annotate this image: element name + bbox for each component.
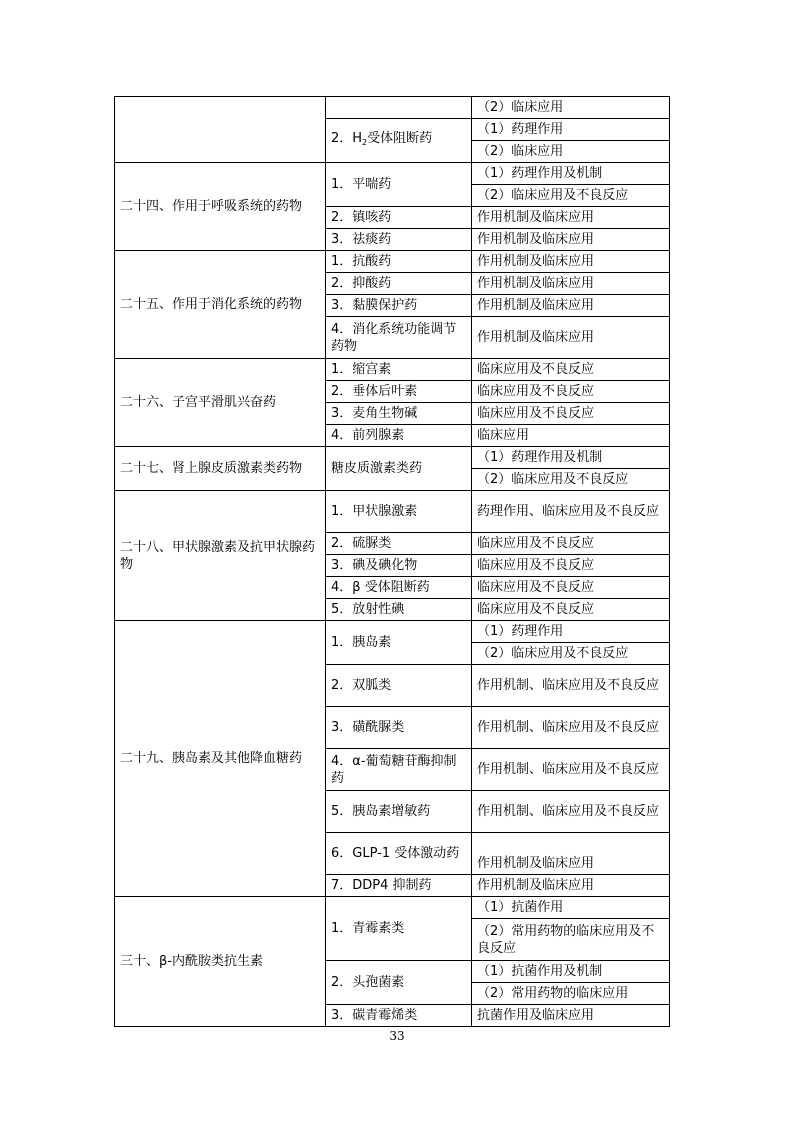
drug-cell: 5．放射性碘: [326, 599, 472, 621]
content-cell: （2）临床应用: [472, 141, 670, 163]
content-cell: 抗菌作用及临床应用: [472, 1005, 670, 1027]
drug-cell: 1．青霉素类: [326, 897, 472, 961]
table-row: [115, 621, 670, 643]
drug-cell: 1．甲状腺激素: [326, 491, 472, 533]
content-cell: 作用机制及临床应用: [472, 317, 670, 359]
drug-cell: 6．GLP-1 受体激动药: [326, 833, 472, 875]
category-cell: 三十、β-内酰胺类抗生素: [115, 897, 326, 1027]
content-cell: 作用机制、临床应用及不良反应: [472, 749, 670, 791]
table-row: [115, 447, 670, 469]
drug-cell: 4．α-葡萄糖苷酶抑制药: [326, 749, 472, 791]
content-cell: （1）药理作用及机制: [472, 163, 670, 185]
drug-cell: 5．胰岛素增敏药: [326, 791, 472, 833]
category-cell: [115, 97, 326, 163]
drug-cell: 4．β 受体阻断药: [326, 577, 472, 599]
table-row: [115, 97, 670, 119]
drug-label-prefix: 2．H: [331, 131, 363, 146]
drug-cell: 3．磺酰脲类: [326, 707, 472, 749]
content-cell: （1）药理作用及机制: [472, 447, 670, 469]
content-cell: 作用机制及临床应用: [472, 875, 670, 897]
drug-cell: 2．垂体后叶素: [326, 381, 472, 403]
drug-cell: 2．镇咳药: [326, 207, 472, 229]
content-cell: （1）抗菌作用: [472, 897, 670, 919]
drug-cell: 4．消化系统功能调节药物: [326, 317, 472, 359]
drug-cell: [326, 97, 472, 119]
table-row: [115, 491, 670, 533]
drug-cell: 2．双胍类: [326, 665, 472, 707]
category-cell: 二十七、肾上腺皮质激素类药物: [115, 447, 326, 491]
content-cell: （2）常用药物的临床应用: [472, 983, 670, 1005]
content-cell: 临床应用及不良反应: [472, 359, 670, 381]
table-row: [115, 163, 670, 185]
drug-cell: 2．硫脲类: [326, 533, 472, 555]
content-cell: （2）临床应用及不良反应: [472, 185, 670, 207]
content-cell: 作用机制及临床应用: [472, 207, 670, 229]
category-cell: 二十五、作用于消化系统的药物: [115, 251, 326, 359]
content-cell: （1）药理作用: [472, 119, 670, 141]
drug-cell: [326, 119, 472, 163]
content-cell: 作用机制及临床应用: [472, 251, 670, 273]
page-number: 33: [389, 1029, 405, 1043]
content-cell: 作用机制及临床应用: [472, 229, 670, 251]
content-cell: 临床应用及不良反应: [472, 555, 670, 577]
category-cell: 二十四、作用于呼吸系统的药物: [115, 163, 326, 251]
content-cell: 临床应用及不良反应: [472, 381, 670, 403]
drug-cell: 1．平喘药: [326, 163, 472, 207]
content-cell: 作用机制、临床应用及不良反应: [472, 707, 670, 749]
drug-cell: 2．头孢菌素: [326, 961, 472, 1005]
drug-cell: 4．前列腺素: [326, 425, 472, 447]
content-cell: 临床应用: [472, 425, 670, 447]
drug-label-suffix: 受体阻断药: [367, 131, 433, 146]
content-cell: 作用机制及临床应用: [472, 833, 670, 875]
drug-cell: 3．碳青霉烯类: [326, 1005, 472, 1027]
drug-cell: 2．抑酸药: [326, 273, 472, 295]
content-cell: 临床应用及不良反应: [472, 533, 670, 555]
drug-cell: 1．抗酸药: [326, 251, 472, 273]
category-cell: 二十八、甲状腺激素及抗甲状腺药物: [115, 491, 326, 621]
content-cell: （1）药理作用: [472, 621, 670, 643]
content-cell: 临床应用及不良反应: [472, 599, 670, 621]
drug-cell: 1．缩宫素: [326, 359, 472, 381]
drug-cell: 3．麦角生物碱: [326, 403, 472, 425]
content-cell: （2）临床应用及不良反应: [472, 469, 670, 491]
table-row: [115, 359, 670, 381]
drug-cell: 7．DDP4 抑制药: [326, 875, 472, 897]
drug-cell: 3．碘及碘化物: [326, 555, 472, 577]
content-cell: （2）临床应用: [472, 97, 670, 119]
category-cell: 二十九、胰岛素及其他降血糖药: [115, 621, 326, 897]
content-cell: 临床应用及不良反应: [472, 403, 670, 425]
drug-cell: 糖皮质激素类药: [326, 447, 472, 491]
drug-cell: 3．祛痰药: [326, 229, 472, 251]
content-cell: 作用机制、临床应用及不良反应: [472, 791, 670, 833]
content-cell: （2）临床应用及不良反应: [472, 643, 670, 665]
content-cell: 作用机制及临床应用: [472, 273, 670, 295]
drug-cell: 1．胰岛素: [326, 621, 472, 665]
content-cell: 作用机制、临床应用及不良反应: [472, 665, 670, 707]
syllabus-table: [114, 96, 670, 1027]
content-cell: 作用机制及临床应用: [472, 295, 670, 317]
drug-cell: 3．黏膜保护药: [326, 295, 472, 317]
content-cell: （1）抗菌作用及机制: [472, 961, 670, 983]
category-cell: 二十六、子宫平滑肌兴奋药: [115, 359, 326, 447]
table-row: [115, 897, 670, 919]
content-cell: 药理作用、临床应用及不良反应: [472, 491, 670, 533]
content-cell: （2）常用药物的临床应用及不良反应: [472, 919, 670, 961]
subscript-2: 2: [362, 138, 368, 147]
content-cell: 临床应用及不良反应: [472, 577, 670, 599]
table-row: [115, 251, 670, 273]
